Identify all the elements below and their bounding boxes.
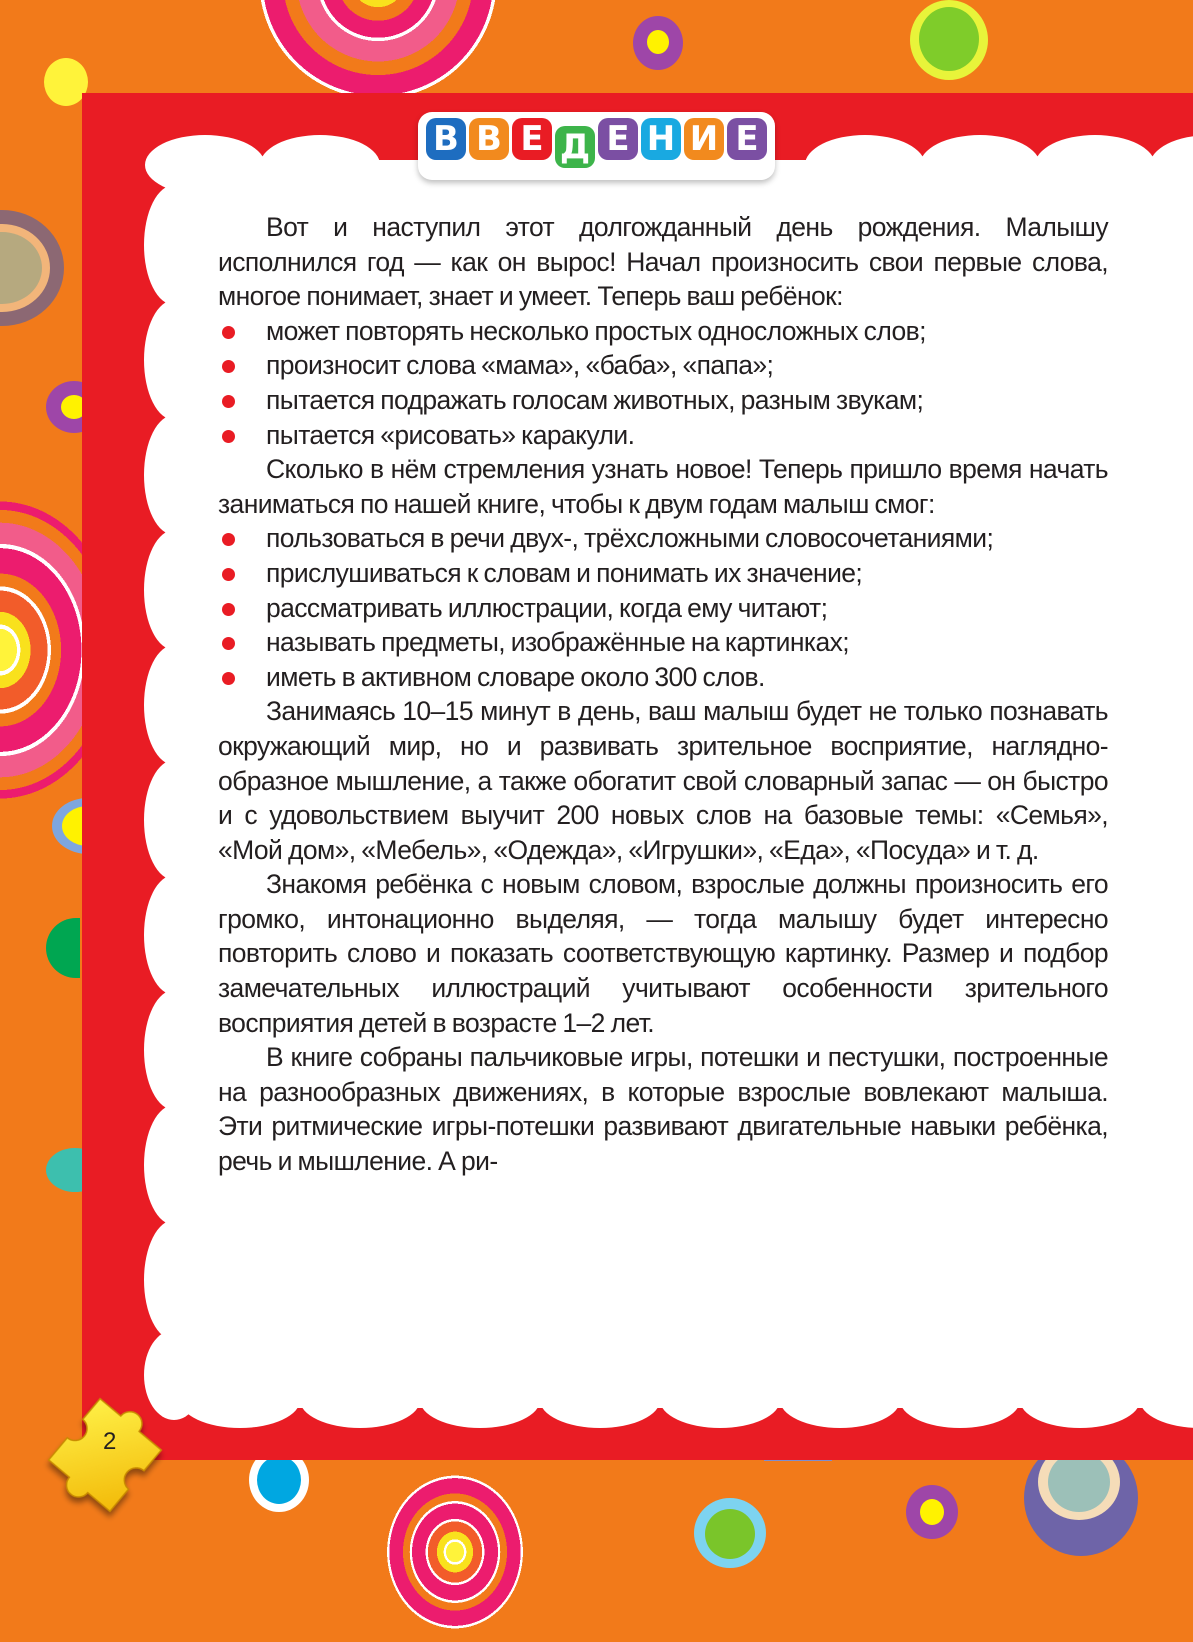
scallop — [300, 1372, 420, 1428]
scallop — [144, 1105, 204, 1225]
scallop — [780, 1372, 900, 1428]
list-item-text: пользоваться в речи двух-, трёхсложными словосочетаниями; — [266, 523, 994, 554]
purple-ring-dot-decoration — [633, 16, 683, 70]
list-item-text: иметь в активном словаре около 300 слов. — [266, 661, 765, 692]
green-half-circle-decoration — [46, 918, 80, 978]
scallop — [144, 1220, 204, 1340]
bullet-icon — [222, 637, 235, 650]
title-letter: В — [469, 118, 509, 160]
list-item-text: рассматривать иллюстрации, когда ему читают; — [266, 592, 828, 623]
title-letter: Е — [727, 118, 767, 160]
scallop — [144, 990, 204, 1110]
scallop — [144, 760, 204, 880]
scallop — [805, 135, 925, 195]
body-text — [218, 210, 1108, 1179]
scallop — [900, 1372, 1020, 1428]
scallop — [260, 135, 380, 195]
list-item — [218, 591, 1108, 626]
scallop — [180, 1372, 300, 1428]
bullet-icon — [222, 672, 235, 685]
list-item-text: пытается подражать голосам животных, разным звукам; — [266, 384, 924, 415]
goal-paragraph: Сколько в нём стремления узнать новое! Теперь пришло время начать заниматься по нашей книге, чтобы к двум годам малыш смог: — [218, 454, 1108, 519]
intro-paragraph: Вот и наступил этот долгожданный день рождения. Малышу исполнился год — как он вырос! Начал произносить свои первые слова, многое понимает, знает и умеет. Теперь ваш ребёнок: — [218, 212, 1108, 312]
bullet-icon — [222, 395, 235, 408]
scallop — [144, 645, 204, 765]
list-item-text: может повторять несколько простых односложных слов; — [266, 315, 926, 346]
skills-goal-list — [218, 521, 1108, 694]
list-item — [218, 660, 1108, 695]
list-item — [218, 314, 1108, 349]
list-item — [218, 625, 1108, 660]
list-item — [218, 418, 1108, 453]
scallop — [144, 875, 204, 995]
bullet-icon — [222, 360, 235, 373]
green-ring-dot-decoration — [910, 0, 988, 80]
scallop — [144, 530, 204, 650]
games-paragraph: В книге собраны пальчиковые игры, потешки и пестушки, построенные на разнообразных движениях, в которые взрослые вовлекают малыша. Эти ритмические игры-потешки развивают двигательные навыки ребёнка, речь и мышление. А ри- — [218, 1042, 1108, 1177]
list-item-text: прислушиваться к словам и понимать их значение; — [266, 557, 863, 588]
bullet-icon — [222, 326, 235, 339]
list-item — [218, 556, 1108, 591]
title-letter: Е — [512, 118, 552, 160]
practice-paragraph: Занимаясь 10–15 минут в день, ваш малыш будет не только познавать окружающий мир, но и развивать зрительное восприятие, наглядно-образное мышление, а также обогатит свой словарный запас — он быстро и с удовольствием выучит 200 новых слов на базовые темы: «Семья», «Мой дом», «Мебель», «Одежда», «Игрушки», «Еда», «Посуда» и т. д. — [218, 696, 1108, 865]
list-item-text: пытается «рисовать» каракули. — [266, 419, 635, 450]
title-letter: Н — [641, 118, 681, 160]
title-letter: Д — [555, 126, 595, 168]
scallop — [540, 1372, 660, 1428]
page-number: 2 — [103, 1428, 117, 1455]
list-item — [218, 383, 1108, 418]
scallop — [144, 300, 204, 420]
list-item-text: произносит слова «мама», «баба», «папа»; — [266, 350, 774, 381]
scallop — [145, 135, 265, 195]
title-letter: В — [426, 118, 466, 160]
scallop — [420, 1372, 540, 1428]
concentric-rings-bottom-decoration — [375, 1462, 535, 1642]
new-word-paragraph: Знакомя ребёнка с новым словом, взрослые должны произносить его громко, интонационно выделяя, — тогда малышу будет интересно повторить слово и показать соответствующую картинку. Размер и подбор замечательных иллюстраций учитывают особенности зрительного восприятия детей в возрасте 1–2 лет. — [218, 869, 1108, 1038]
skills-now-list — [218, 314, 1108, 452]
page-title — [418, 112, 775, 180]
bullet-icon — [222, 533, 235, 546]
bullet-icon — [222, 603, 235, 616]
purple-ring-dot-decoration — [906, 1485, 958, 1539]
concentric-rings-top-decoration — [258, 0, 498, 100]
scallop — [920, 135, 1040, 195]
scallop — [1035, 135, 1155, 195]
mauve-ring-decoration — [0, 210, 64, 326]
bullet-icon — [222, 430, 235, 443]
green-ring-dot-decoration — [694, 1498, 766, 1568]
title-letter: И — [684, 118, 724, 160]
scallop — [144, 185, 204, 305]
scallop — [144, 415, 204, 535]
list-item — [218, 348, 1108, 383]
bullet-icon — [222, 568, 235, 581]
list-item — [218, 521, 1108, 556]
scallop — [660, 1372, 780, 1428]
title-letter: Е — [598, 118, 638, 160]
scallop — [1020, 1372, 1140, 1428]
list-item-text: называть предметы, изображённые на картинках; — [266, 627, 850, 658]
